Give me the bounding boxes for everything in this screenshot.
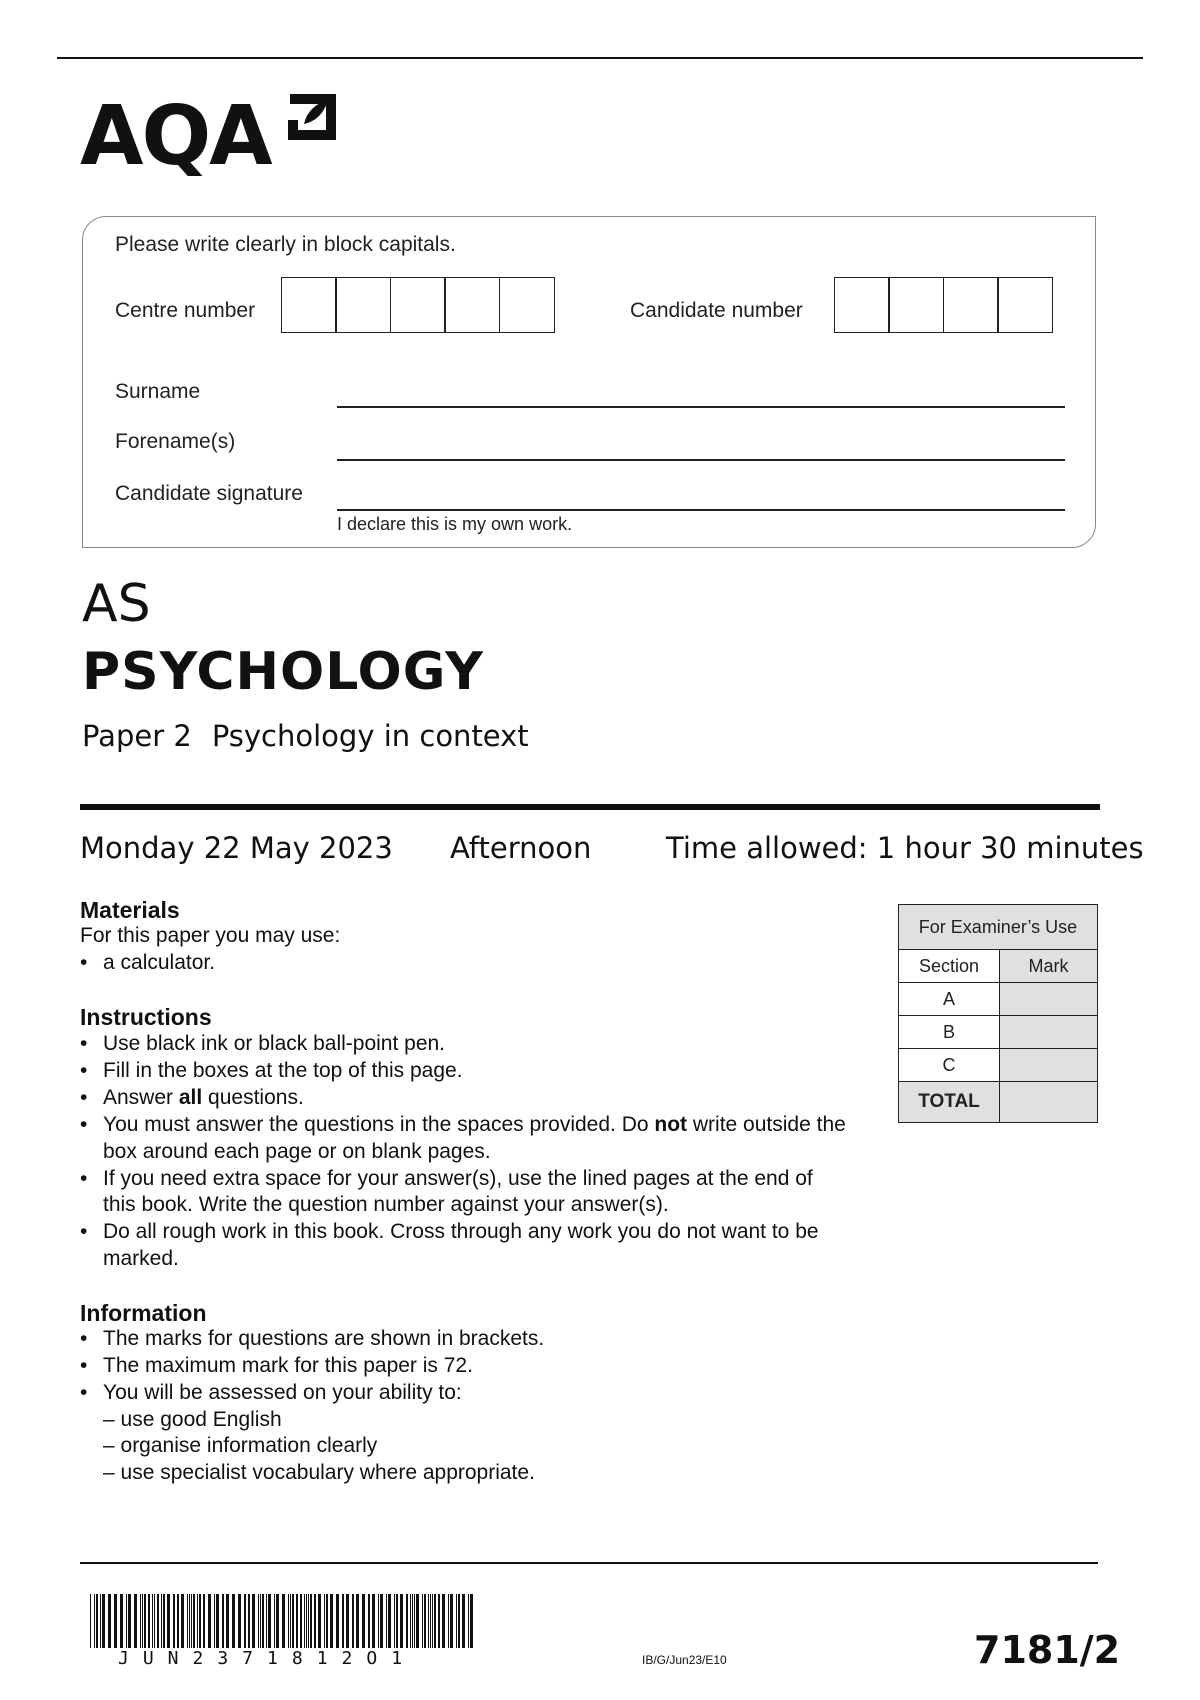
- barcode-bar: [189, 1594, 190, 1648]
- barcode-bar: [296, 1594, 298, 1648]
- barcode-bar: [262, 1594, 264, 1648]
- title-rule: [80, 804, 1100, 810]
- section-c-mark: [1000, 1049, 1098, 1082]
- list-item: • Fill in the boxes at the top of this page.: [80, 1058, 850, 1085]
- sub-item: – organise information clearly: [103, 1434, 378, 1457]
- materials-heading: Materials: [80, 897, 180, 923]
- declaration-text: I declare this is my own work.: [337, 514, 573, 534]
- barcode-bar: [90, 1594, 91, 1648]
- list-item: • If you need extra space for your answer(s), use the lined pages at the end of this book. Write the question number against your answer(s).: [80, 1166, 850, 1219]
- footer-rule: [80, 1562, 1098, 1564]
- barcode-bar: [400, 1594, 403, 1648]
- information-list: [80, 1326, 850, 1487]
- barcode-bar: [292, 1594, 294, 1648]
- barcode-bar: [432, 1594, 433, 1648]
- barcode-bar: [197, 1594, 198, 1648]
- text-segment: You must answer the questions in the spaces provided. Do: [103, 1113, 655, 1136]
- barcode-bar: [394, 1594, 395, 1648]
- barcode-bar: [406, 1594, 408, 1648]
- barcode-bar: [258, 1594, 259, 1648]
- signature-field[interactable]: [337, 509, 1065, 511]
- barcode-bar: [244, 1594, 246, 1648]
- exam-date: Monday 22 May 2023: [80, 831, 393, 865]
- text-segment: Answer: [103, 1086, 179, 1109]
- barcode-bar: [468, 1594, 469, 1648]
- barcode-bar: [290, 1594, 291, 1648]
- materials-list: [80, 950, 850, 977]
- barcode-bar: [199, 1594, 201, 1648]
- text-segment: write outside the box around each page or on blank pages.: [103, 1113, 846, 1163]
- instructions-heading: Instructions: [80, 1004, 212, 1030]
- barcode-bar: [100, 1594, 101, 1648]
- barcode-bar: [268, 1594, 271, 1648]
- candidate-digit-box[interactable]: [888, 277, 944, 333]
- barcode-bar: [456, 1594, 457, 1648]
- section-c-cell: C: [899, 1049, 1000, 1082]
- emphasis: not: [654, 1113, 688, 1136]
- barcode-bar: [276, 1594, 279, 1648]
- barcode-bar: [342, 1594, 344, 1648]
- barcode-bar: [148, 1594, 150, 1648]
- section-column-header: Section: [899, 950, 1000, 983]
- text-segment: You will be assessed on your ability to:: [103, 1381, 462, 1404]
- barcode-bar: [134, 1594, 137, 1648]
- paper-name: Psychology in context: [211, 719, 529, 753]
- barcode-bar: [96, 1594, 98, 1648]
- barcode-bar: [318, 1594, 321, 1648]
- time-allowed: Time allowed: 1 hour 30 minutes: [666, 831, 1144, 865]
- barcode-bar: [152, 1594, 153, 1648]
- sub-item: – use good English: [103, 1407, 282, 1431]
- section-a-mark: [1000, 983, 1098, 1016]
- aqa-logo-text: AQA: [80, 89, 271, 184]
- candidate-digit-box[interactable]: [834, 277, 890, 333]
- barcode-bar: [324, 1594, 325, 1648]
- barcode-bar: [428, 1594, 429, 1648]
- barcode-bar: [326, 1594, 328, 1648]
- centre-number-boxes[interactable]: [282, 277, 555, 333]
- barcode-bar: [226, 1594, 229, 1648]
- barcode-bar: [187, 1594, 188, 1648]
- mark-column-header: Mark: [1000, 950, 1098, 983]
- centre-digit-box[interactable]: [390, 277, 446, 333]
- barcode-bar: [114, 1594, 117, 1648]
- barcode-bar: [380, 1594, 383, 1648]
- centre-number-label: Centre number: [115, 299, 256, 322]
- barcode-bar: [157, 1594, 159, 1648]
- barcode-bar: [167, 1594, 170, 1648]
- barcode-bar: [126, 1594, 127, 1648]
- surname-label: Surname: [115, 380, 201, 403]
- barcode-bar: [422, 1594, 423, 1648]
- paper-code: 7181/2: [974, 1628, 1121, 1672]
- total-mark: [1000, 1082, 1098, 1123]
- barcode-bar: [356, 1594, 359, 1648]
- barcode-bar: [154, 1594, 155, 1648]
- document-reference: IB/G/Jun23/E10: [642, 1653, 727, 1667]
- section-b-mark: [1000, 1016, 1098, 1049]
- barcode-bar: [208, 1594, 211, 1648]
- barcode-bar: [434, 1594, 436, 1648]
- barcode-bar: [181, 1594, 184, 1648]
- barcode-bar: [352, 1594, 354, 1648]
- barcode-bar: [288, 1594, 289, 1648]
- barcode-bar: [424, 1594, 426, 1648]
- barcode-bar: [102, 1594, 105, 1648]
- forenames-label: Forename(s): [115, 430, 236, 453]
- barcode: [90, 1594, 475, 1648]
- list-item: [80, 1380, 850, 1486]
- barcode-bar: [438, 1594, 440, 1648]
- section-a-cell: A: [899, 983, 1000, 1016]
- barcode-bar: [203, 1594, 205, 1648]
- barcode-bar: [108, 1594, 111, 1648]
- barcode-bar: [448, 1594, 449, 1648]
- barcode-bar: [362, 1594, 365, 1648]
- paper-number: Paper 2: [82, 719, 192, 753]
- barcode-bar: [177, 1594, 179, 1648]
- examiners-use-title: For Examiner’s Use: [899, 905, 1098, 950]
- aqa-logo-mark-icon: [282, 90, 340, 148]
- barcode-bar: [266, 1594, 267, 1648]
- barcode-bar: [386, 1594, 387, 1648]
- barcode-bar: [274, 1594, 275, 1648]
- barcode-bar: [314, 1594, 316, 1648]
- barcode-bar: [308, 1594, 309, 1648]
- candidate-number-boxes[interactable]: [835, 277, 1053, 333]
- list-item: • a calculator.: [80, 950, 850, 977]
- barcode-bar: [216, 1594, 219, 1648]
- forenames-field[interactable]: [337, 459, 1065, 461]
- examiners-use-table: [898, 904, 1098, 1123]
- barcode-bar: [470, 1594, 473, 1648]
- barcode-bar: [372, 1594, 375, 1648]
- barcode-bar: [442, 1594, 445, 1648]
- barcode-bar: [222, 1594, 224, 1648]
- materials-intro: For this paper you may use:: [80, 924, 341, 947]
- block-capitals-instruction: Please write clearly in block capitals.: [115, 233, 456, 256]
- barcode-bar: [346, 1594, 349, 1648]
- text-segment: questions.: [202, 1086, 304, 1109]
- barcode-bar: [140, 1594, 141, 1648]
- barcode-bar: [300, 1594, 302, 1648]
- barcode-bar: [410, 1594, 411, 1648]
- barcode-bar: [378, 1594, 379, 1648]
- information-heading: Information: [80, 1300, 207, 1326]
- barcode-text: JUN2371812O1: [118, 1648, 417, 1669]
- signature-label: Candidate signature: [115, 482, 303, 505]
- barcode-bar: [396, 1594, 398, 1648]
- centre-digit-box[interactable]: [335, 277, 391, 333]
- barcode-bar: [144, 1594, 146, 1648]
- barcode-bar: [232, 1594, 235, 1648]
- barcode-bar: [238, 1594, 241, 1648]
- instructions-list: [80, 1031, 850, 1273]
- barcode-bar: [462, 1594, 465, 1648]
- barcode-bar: [94, 1594, 95, 1648]
- centre-digit-box[interactable]: [499, 277, 555, 333]
- list-item: [80, 1085, 850, 1112]
- barcode-bar: [416, 1594, 419, 1648]
- barcode-bar: [310, 1594, 312, 1648]
- list-item: • The maximum mark for this paper is 72.: [80, 1353, 850, 1380]
- list-item: [80, 1112, 850, 1165]
- barcode-bar: [458, 1594, 460, 1648]
- candidate-number-label: Candidate number: [630, 299, 803, 322]
- barcode-bar: [414, 1594, 415, 1648]
- barcode-bar: [412, 1594, 413, 1648]
- barcode-bar: [142, 1594, 143, 1648]
- barcode-bar: [120, 1594, 123, 1648]
- candidate-details-box: [82, 216, 1096, 548]
- paper-title: [82, 719, 529, 753]
- barcode-bar: [336, 1594, 339, 1648]
- barcode-bar: [306, 1594, 307, 1648]
- barcode-bar: [161, 1594, 162, 1648]
- exam-level: AS: [82, 574, 151, 634]
- list-item: • The marks for questions are shown in brackets.: [80, 1326, 850, 1353]
- sub-item: – use specialist vocabulary where appropriate.: [103, 1460, 535, 1484]
- total-label: TOTAL: [899, 1082, 1000, 1123]
- barcode-bar: [163, 1594, 165, 1648]
- emphasis: all: [178, 1086, 203, 1109]
- candidate-digit-box[interactable]: [997, 277, 1053, 333]
- barcode-bar: [214, 1594, 215, 1648]
- barcode-bar: [248, 1594, 250, 1648]
- barcode-bar: [368, 1594, 370, 1648]
- barcode-bar: [128, 1594, 131, 1648]
- barcode-bar: [282, 1594, 285, 1648]
- section-b-cell: B: [899, 1016, 1000, 1049]
- list-item: • Do all rough work in this book. Cross through any work you do not want to be marked.: [80, 1219, 850, 1272]
- barcode-bar: [330, 1594, 333, 1648]
- candidate-digit-box[interactable]: [943, 277, 999, 333]
- exam-session: Afternoon: [450, 831, 592, 865]
- barcode-bar: [252, 1594, 255, 1648]
- barcode-bar: [260, 1594, 261, 1648]
- barcode-bar: [191, 1594, 192, 1648]
- centre-digit-box[interactable]: [281, 277, 337, 333]
- list-item: • Use black ink or black ball-point pen.: [80, 1031, 850, 1058]
- exam-subject: PSYCHOLOGY: [82, 642, 484, 702]
- top-rule: [57, 57, 1143, 59]
- surname-field[interactable]: [337, 406, 1065, 408]
- barcode-bar: [450, 1594, 453, 1648]
- barcode-bar: [304, 1594, 305, 1648]
- barcode-bar: [430, 1594, 431, 1648]
- barcode-bar: [193, 1594, 195, 1648]
- barcode-bar: [173, 1594, 175, 1648]
- barcode-bar: [388, 1594, 391, 1648]
- centre-digit-box[interactable]: [444, 277, 500, 333]
